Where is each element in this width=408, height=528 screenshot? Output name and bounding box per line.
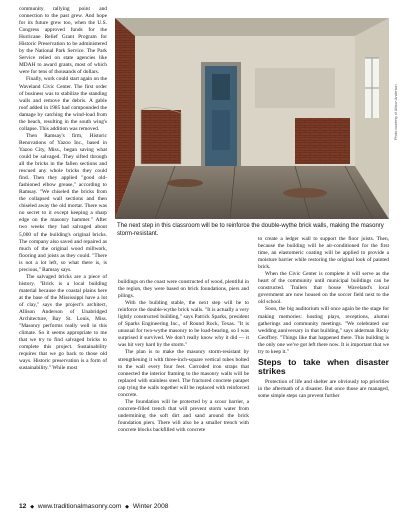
paragraph: The salvaged bricks are a piece of history. "Brick is a local building material because the coastal plains here at the base of the Mississippi have a lot of clay," says the project's architect, Allison Anderson of Unabridged Architecture, Bay St. Louis, Miss. "Masonry performs really well in this climate. So it seems appropriate to me that we try to find salvaged bricks to complete this project. Sustainability requires that we go back to those old ways. Historic preservation is a form of sustainability." While most bbox=[19, 273, 107, 372]
paragraph: buildings on the coast were constructed of wood, plentiful in the region, they were based on brick foundations, piers and pilings. bbox=[118, 279, 249, 300]
classroom-photo-image bbox=[115, 18, 389, 219]
paragraph: The plan is to make the masonry storm-resistant by strengthening it with three-inch-square vertical tubes bolted to the wall every four feet. Corroded iron straps that connected the interior framing to the masonry walls will be replaced with stainless steel. The fractured concrete parapet cap tying the walls together will be replaced with reinforced concrete. bbox=[118, 349, 249, 398]
paragraph: With the building stable, the next step will be to reinforce the double-wythe brick walls. "It is actually a very lightly constructed building," says Patrick Sparks, president of Sparks Engineering Inc., of Round Rock, Texas. "It is unusual for two-wythe masonry to be load-bearing, so I was surprised it survived. We don't really know why it did — it was hit very hard by the storm." bbox=[118, 300, 249, 349]
paragraph: Finally, work could start again on the Waveland Civic Center. The first order of business was to stabilize the standing walls and remove the debris. A gable roof added in 1985 had compounded the damage by catching the wind-load from the beach, resulting in the south wing's collapse. This addition was removed. bbox=[19, 76, 107, 132]
footer-issue: Winter 2008 bbox=[132, 503, 169, 510]
paragraph: Protection of life and shelter are obviously top priorities in the aftermath of a disaster. But once those are managed, some simple steps can prevent further bbox=[258, 378, 389, 399]
article-column-2 bbox=[118, 279, 249, 434]
article-column-1 bbox=[19, 6, 107, 372]
section-subhead: Steps to take when disaster strikes bbox=[258, 356, 389, 376]
footer-url: www.traditionalmasonry.com bbox=[37, 503, 122, 510]
page-number: 12 bbox=[19, 503, 27, 510]
photo-caption: The next step in this classroom will be to reinforce the double-wythe brick walls, making the masonry storm-resistant. bbox=[117, 223, 384, 237]
paragraph: community rallying point and connection to the past grew. And hope for its future grew too, when the U.S. Congress approved funds for the Hurricane Relief Grant Program for Historic Preservation to be administered by the National Park Service. The Park Service relied on state agencies like MDAH to award grants, most of which were for tens of thousands of dollars. bbox=[19, 6, 107, 76]
paragraph: Then Ramsay's firm, Historic Renovations of Yazoo Inc., based in Yazoo City, Miss., began saving what could be salvaged. They sifted through all the bricks in the fallen sections and rescued any whole bricks they could find. Then they applied "good old-fashioned elbow grease," according to Ramsay. "We chiseled the bricks from the collapsed wall sections and then chiseled away the old mortar. There was no secret to it except keeping a sharp edge on the masonry hammer." After two weeks they had salvaged about 5,000 of the building's original bricks. The company also saved and repaired as much of the original wood millwork, flooring and joists as they could. "There is not a lot left, so what there is, is precious," Ramsay says. bbox=[19, 132, 107, 273]
diamond-bullet-icon: ◆ bbox=[30, 504, 35, 510]
paragraph: Soon, the big auditorium will once again be the stage for making memories: hosting plays, receptions, alumni gatherings and community meetings. "We celebrated our wedding anniversary in that building," says alderman Ricky Geoffrey. "Things like that happened there. This building is the only one we've got left there now. It is important that we try to keep it." bbox=[258, 306, 389, 355]
paragraph: to create a ledger wall to support the floor joists. Then, because the building will be air-conditioned for the first time, an elastomeric coating will be applied to provide a moisture barrier while restoring the original look of painted brick. bbox=[258, 236, 389, 271]
article-column-3 bbox=[258, 236, 389, 400]
photo-credit: Photo courtesy of Allison Anderson bbox=[394, 84, 398, 140]
classroom-photo bbox=[115, 18, 389, 219]
page-footer bbox=[19, 503, 168, 510]
diamond-bullet-icon: ◆ bbox=[125, 504, 130, 510]
paragraph: The foundation will be protected by a scour barrier, a concrete-filled trench that will prevent storm water from undermining the soft dirt and sand around the brick foundation piers. There will also be a smaller trench with concrete blocks backfilled with concrete bbox=[118, 398, 249, 433]
paragraph: When the Civic Center is complete it will serve as the heart of the community until municipal buildings can be constructed. Trailers that house Waveland's local government are now housed on the soccer field next to the old school. bbox=[258, 271, 389, 306]
